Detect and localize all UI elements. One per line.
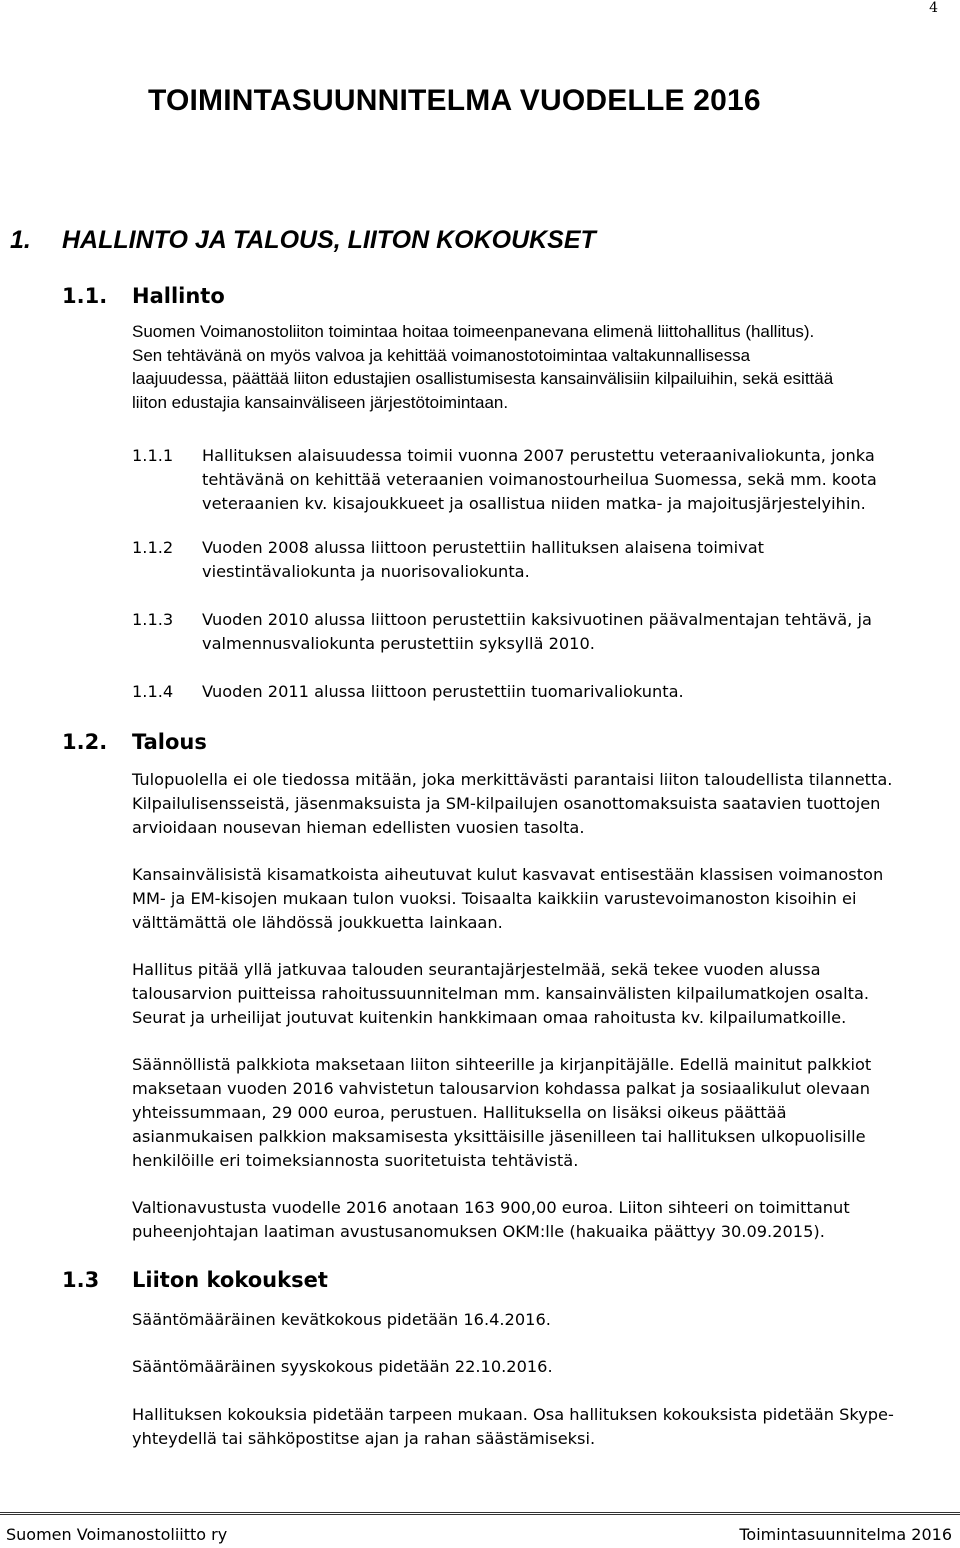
- page-number: 4: [929, 0, 938, 16]
- kokoukset-paragraph-2: Sääntömääräinen syyskokous pidetään 22.10.2016.: [132, 1357, 553, 1376]
- section-1-2-title: Talous: [132, 730, 207, 754]
- section-1-3-title: Liiton kokoukset: [132, 1268, 328, 1292]
- section-1-number: 1.: [10, 226, 31, 254]
- subsection-number: 1.1.3: [132, 610, 174, 629]
- section-1-title: HALLINTO JA TALOUS, LIITON KOKOUKSET: [62, 226, 596, 254]
- footer-divider: [0, 1512, 960, 1515]
- talous-paragraph-3: Hallitus pitää yllä jatkuvaa talouden seurantajärjestelmää, sekä tekee vuoden alussa talousarvion puitteissa rahoitussuunnitelman mm. kansainvälisten kilpailumatkojen osalta. Seurat ja urheilijat joutuvat kuitenkin hankkimaan omaa rahoitusta kv. kilpailumatkoille.: [132, 960, 870, 1027]
- section-1-1-title: Hallinto: [132, 284, 225, 308]
- talous-paragraph-1: Tulopuolella ei ole tiedossa mitään, joka merkittävästi parantaisi liiton taloudellista tilannetta. Kilpailulisensseistä, jäsenmaksuista ja SM-kilpailujen osanottomaksuista saatavien tuottojen arvioidaan nousevan hieman edellisten vuosien tasolta.: [132, 770, 893, 837]
- kokoukset-paragraph-1: Sääntömääräinen kevätkokous pidetään 16.4.2016.: [132, 1310, 551, 1329]
- section-1-3-number: 1.3: [62, 1268, 100, 1292]
- section-1-heading: [10, 226, 596, 255]
- subsection-text: Vuoden 2008 alussa liittoon perustettiin hallituksen alaisena toimivat viestintävaliokunta ja nuorisovaliokunta.: [202, 538, 764, 581]
- section-1-1-heading: [62, 284, 362, 312]
- footer-document-name: Toimintasuunnitelma 2016: [739, 1525, 952, 1544]
- kokoukset-paragraph-3: Hallituksen kokouksia pidetään tarpeen mukaan. Osa hallituksen kokouksista pidetään Skype- yhteydellä tai sähköpostitse ajan ja rahan säästämiseksi.: [132, 1405, 894, 1448]
- subsection-number: 1.1.4: [132, 682, 174, 701]
- document-title: TOIMINTASUUNNITELMA VUODELLE 2016: [148, 84, 761, 117]
- footer-organization: Suomen Voimanostoliitto ry: [6, 1525, 228, 1544]
- hallinto-paragraph: Suomen Voimanostoliiton toimintaa hoitaa toimeenpanevana elimenä liittohallitus (hallitus). Sen tehtävänä on myös valvoa ja kehittää voimanostotoimintaa valtakunnallisessa laajuudessa, päättää liiton edustajien osallistumisesta kansainvälisiin kilpailuihin, sekä esittää liiton edustajia kansainväliseen järjestötoimintaan.: [132, 322, 834, 412]
- talous-paragraph-5: Valtionavustusta vuodelle 2016 anotaan 163 900,00 euroa. Liiton sihteeri on toimittanut puheenjohtajan laatiman avustusanomuksen OKM:lle (hakuaika päättyy 30.09.2015).: [132, 1198, 850, 1241]
- section-1-2-number: 1.2.: [62, 730, 108, 754]
- subsection-text: Hallituksen alaisuudessa toimii vuonna 2007 perustettu veteraanivaliokunta, jonka tehtävänä on kehittää veteraanien voimanostourheilua Suomessa, sekä mm. koota veteraanien kv. kisajoukkueet ja osallistua niiden matka- ja majoitusjärjestelyihin.: [202, 446, 877, 513]
- talous-paragraph-2: Kansainvälisistä kisamatkoista aiheutuvat kulut kasvavat entisestään klassisen voimanoston MM- ja EM-kisojen mukaan tulon vuoksi. Toisaalta kaikkiin varustevoimanoston kisoihin ei välttämättä ole lähdössä joukkuetta lainkaan.: [132, 865, 884, 932]
- subsection-number: 1.1.1: [132, 446, 174, 465]
- section-1-3-heading: [62, 1268, 462, 1296]
- subsection-text: Vuoden 2010 alussa liittoon perustettiin kaksivuotinen päävalmentajan tehtävä, ja valmennusvaliokunta perustettiin syksyllä 2010.: [202, 610, 872, 653]
- subsection-text: Vuoden 2011 alussa liittoon perustettiin tuomarivaliokunta.: [202, 682, 684, 701]
- section-1-1-number: 1.1.: [62, 284, 108, 308]
- talous-paragraph-4: Säännöllistä palkkiota maksetaan liiton sihteerille ja kirjanpitäjälle. Edellä mainitut palkkiot maksetaan vuoden 2016 vahvistetun talousarvion kohdassa palkat ja sosiaalikulut olevaan yhteissummaan, 29 000 euroa, perustuen. Hallituksella on lisäksi oikeus päättää asianmukaisen palkkion maksamisesta yksittäisille jäsenilleen tai hallituksen ulkopuolisille henkilöille eri toimeksiannosta suoritetuista tehtävistä.: [132, 1055, 872, 1170]
- section-1-2-heading: [62, 730, 362, 758]
- subsection-number: 1.1.2: [132, 538, 174, 557]
